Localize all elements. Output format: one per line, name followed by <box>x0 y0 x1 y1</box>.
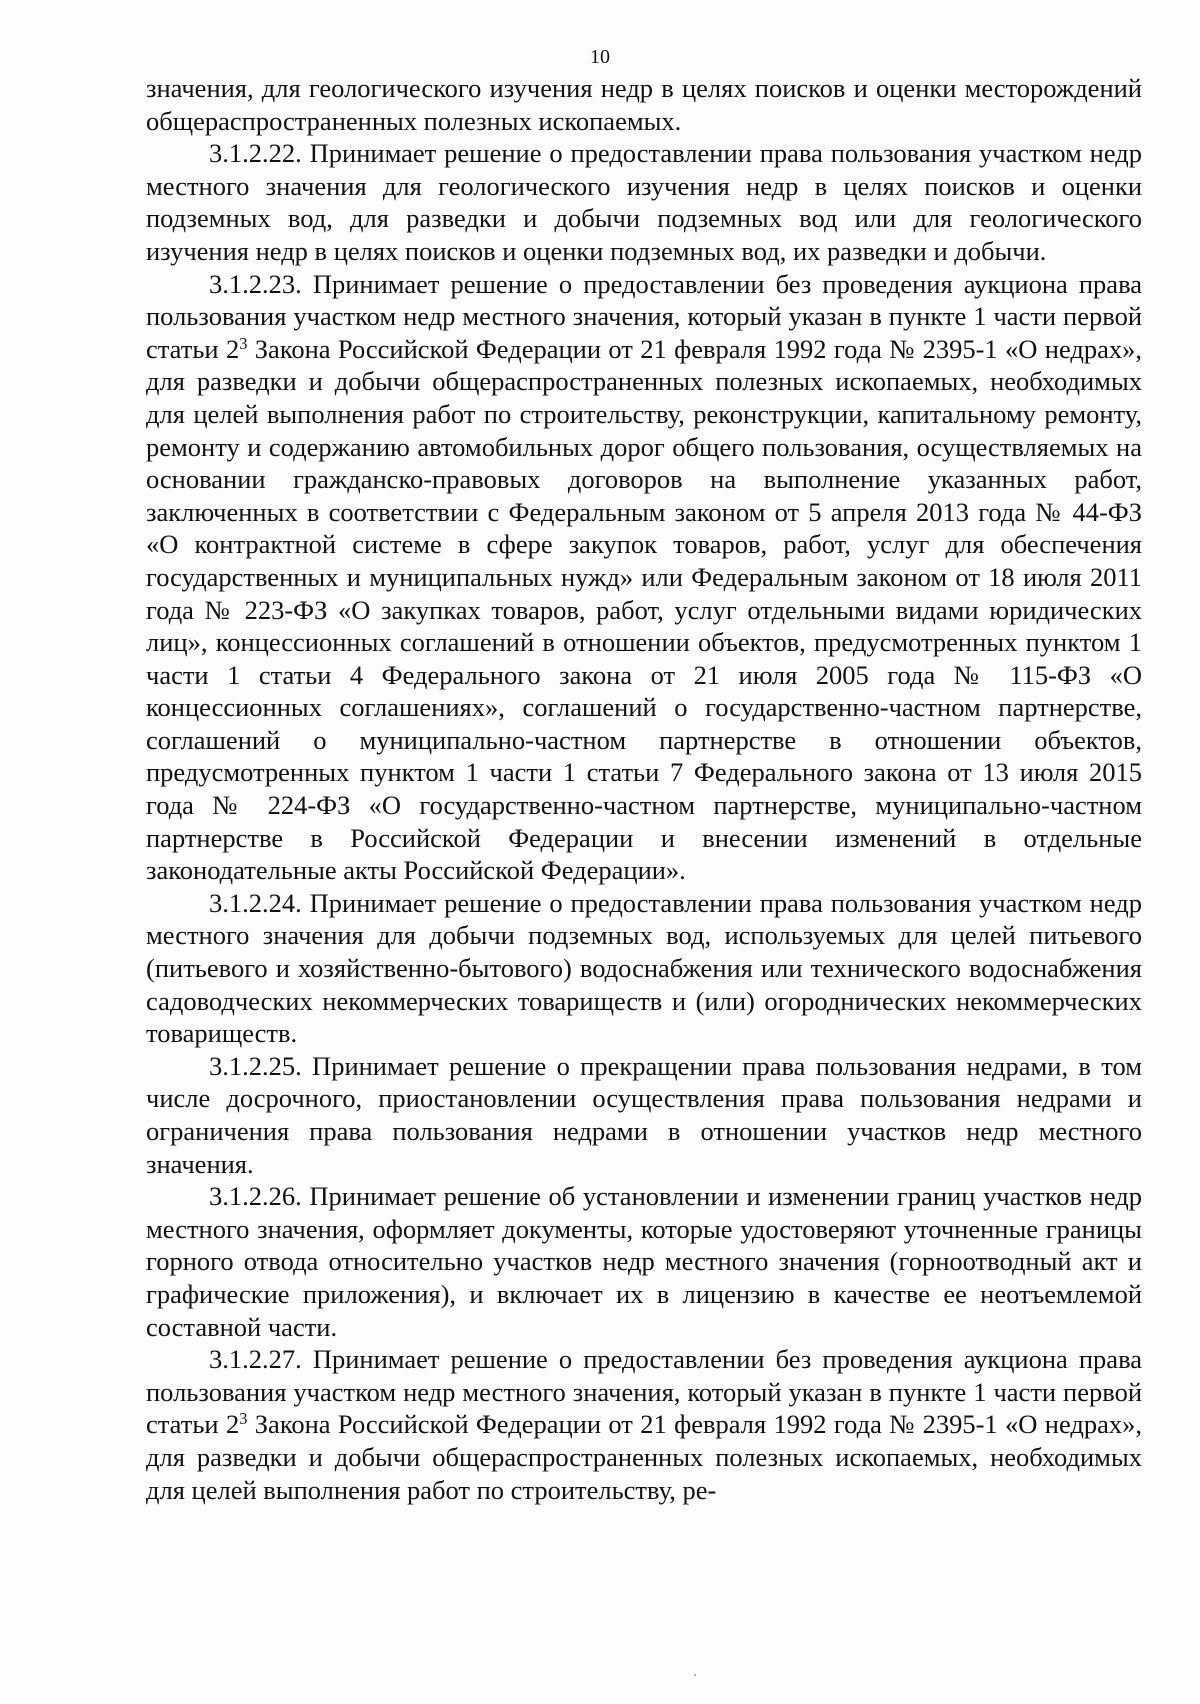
paragraph-3-1-2-22: 3.1.2.22. Принимает решение о предоставлении права пользования участком недр местного значения для геологического изучения недр в целях поисков и оценки подземных вод, для разведки и добычи подземных вод или для геологического изучения недр в целях поисков и оценки подземных вод, их разведки и добычи. <box>146 138 1142 266</box>
paragraph-3-1-2-25: 3.1.2.25. Принимает решение о прекращении права пользования недрами, в том числе досрочного, приостановлении осуществления права пользования недрами и ограничения права пользования недрами в отношении участков недр местного значения. <box>146 1050 1142 1179</box>
superscript: 3 <box>239 1409 248 1429</box>
superscript: 3 <box>239 333 248 353</box>
scan-speck <box>694 1674 696 1676</box>
paragraph-3-1-2-26: 3.1.2.26. Принимает решение об установлении и изменении границ участков недр местного значения, оформляет документы, которые удостоверяют уточненные границы горного отвода относительно участков недр местного значения (горноотводный акт и графические приложения), и включает их в лицензию в качестве ее неотъемлемой составной части. <box>146 1181 1142 1342</box>
paragraph-3-1-2-27 <box>146 1343 1142 1506</box>
document-body <box>146 72 1142 1506</box>
paragraph-continuation: значения, для геологического изучения недр в целях поисков и оценки месторождений общераспространенных полезных ископаемых. <box>146 73 1142 136</box>
paragraph-text: 3.1.2.23. Принимает решение о предоставлении без проведения аукциона права пользования участком недр местного значения, который указан в пункте 1 части первой статьи 2 <box>146 268 1142 364</box>
paragraph-3-1-2-24: 3.1.2.24. Принимает решение о предоставлении права пользования участком недр местного значения для добычи подземных вод, используемых для целей питьевого (питьевого и хозяйственно-бытового) водоснабжения или технического водоснабжения садоводческих некоммерческих товариществ и (или) огороднических некоммерческих товариществ. <box>146 887 1142 1049</box>
paragraph-3-1-2-23 <box>146 268 1142 887</box>
paragraph-text: Закона Российской Федерации от 21 февраля 1992 года № 2395-1 «О недрах», для разведки и добычи общераспространенных полезных ископаемых, необходимых для целей выполнения работ по строительству, реконструкции, капитальному ремонту, ремонту и содержанию автомобильных дорог общего пользования, осуществляемых на основании гражданско-правовых договоров на выполнение указанных работ, заключенных в соответствии с Федеральным законом от 5 апреля 2013 года № 44-ФЗ «О контрактной системе в сфере закупок товаров, работ, услуг для обеспечения государственных и муниципальных нужд» или Федеральным законом от 18 июля 2011 года № 223-ФЗ «О закупках товаров, работ, услуг отдельными видами юридических лиц», концессионных соглашений в отношении объектов, предусмотренных пунктом 1 части 1 статьи 4 Федерального закона от 21 июля 2005 года № 115-ФЗ «О концессионных соглашениях», соглашений о государственно-частном партнерстве, соглашений о муниципально-частном партнерстве в отношении объектов, предусмотренных пунктом 1 части 1 статьи 7 Федерального закона от 13 июля 2015 года № 224-ФЗ «О государственно-частном партнерстве, муниципально-частном партнерстве в Российской Федерации и внесении изменений в отдельные законодательные акты Российской Федерации». <box>146 333 1142 886</box>
paragraph-text: 3.1.2.27. Принимает решение о предоставлении без проведения аукциона права пользования участком недр местного значения, который указан в пункте 1 части первой статьи 2 <box>146 1344 1142 1440</box>
paragraph-text: Закона Российской Федерации от 21 февраля 1992 года № 2395-1 «О недрах», для разведки и добычи общераспространенных полезных ископаемых, необходимых для целей выполнения работ по строительству, ре- <box>146 1409 1142 1505</box>
page-number: 10 <box>590 46 610 68</box>
